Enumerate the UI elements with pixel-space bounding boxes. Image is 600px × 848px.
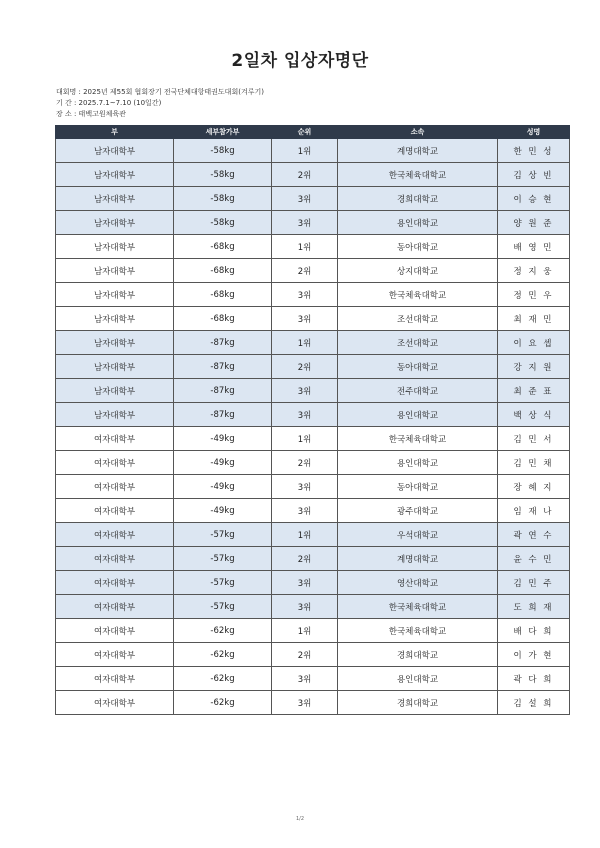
weight-class-cell: -58kg xyxy=(174,163,272,187)
event-info xyxy=(56,87,264,120)
weight-class-cell: -49kg xyxy=(174,499,272,523)
affiliation-cell: 전주대학교 xyxy=(338,379,498,403)
division-cell: 여자대학부 xyxy=(56,667,174,691)
affiliation-cell: 경희대학교 xyxy=(338,187,498,211)
table-row xyxy=(56,235,570,259)
weight-class-cell: -87kg xyxy=(174,355,272,379)
table-row xyxy=(56,691,570,715)
weight-class-cell: -57kg xyxy=(174,523,272,547)
affiliation-cell: 용인대학교 xyxy=(338,667,498,691)
division-cell: 남자대학부 xyxy=(56,187,174,211)
rank-cell: 2위 xyxy=(272,355,338,379)
athlete-name-cell: 양 원 준 xyxy=(498,211,570,235)
table-row xyxy=(56,595,570,619)
table-row xyxy=(56,475,570,499)
rank-cell: 3위 xyxy=(272,211,338,235)
athlete-name-cell: 한 민 성 xyxy=(498,139,570,163)
athlete-name-cell: 김 민 주 xyxy=(498,571,570,595)
weight-class-cell: -62kg xyxy=(174,619,272,643)
weight-class-cell: -62kg xyxy=(174,667,272,691)
table-row xyxy=(56,403,570,427)
rank-cell: 1위 xyxy=(272,331,338,355)
division-cell: 여자대학부 xyxy=(56,547,174,571)
division-cell: 여자대학부 xyxy=(56,619,174,643)
division-cell: 여자대학부 xyxy=(56,571,174,595)
athlete-name-cell: 김 상 빈 xyxy=(498,163,570,187)
division-cell: 남자대학부 xyxy=(56,283,174,307)
table-row xyxy=(56,643,570,667)
weight-class-cell: -58kg xyxy=(174,139,272,163)
athlete-name-cell: 이 요 셉 xyxy=(498,331,570,355)
division-cell: 남자대학부 xyxy=(56,163,174,187)
page-title: 2일차 입상자명단 xyxy=(231,51,369,71)
division-cell: 남자대학부 xyxy=(56,139,174,163)
affiliation-cell: 한국체육대학교 xyxy=(338,595,498,619)
rank-cell: 3위 xyxy=(272,307,338,331)
affiliation-cell: 동아대학교 xyxy=(338,355,498,379)
weight-class-cell: -68kg xyxy=(174,259,272,283)
affiliation-cell: 동아대학교 xyxy=(338,475,498,499)
division-cell: 여자대학부 xyxy=(56,499,174,523)
affiliation-cell: 용인대학교 xyxy=(338,211,498,235)
table-row xyxy=(56,259,570,283)
division-cell: 남자대학부 xyxy=(56,235,174,259)
affiliation-cell: 계명대학교 xyxy=(338,547,498,571)
weight-class-cell: -62kg xyxy=(174,643,272,667)
athlete-name-cell: 곽 다 희 xyxy=(498,667,570,691)
weight-class-cell: -49kg xyxy=(174,475,272,499)
table-row xyxy=(56,667,570,691)
header-affiliation: 소속 xyxy=(338,126,498,139)
weight-class-cell: -57kg xyxy=(174,571,272,595)
athlete-name-cell: 정 민 우 xyxy=(498,283,570,307)
athlete-name-cell: 배 다 희 xyxy=(498,619,570,643)
affiliation-cell: 우석대학교 xyxy=(338,523,498,547)
winners-table xyxy=(55,125,570,715)
weight-class-cell: -58kg xyxy=(174,211,272,235)
table-row xyxy=(56,187,570,211)
event-venue: 장 소 : 태백고원체육관 xyxy=(56,110,126,118)
athlete-name-cell: 정 지 웅 xyxy=(498,259,570,283)
division-cell: 남자대학부 xyxy=(56,403,174,427)
weight-class-cell: -87kg xyxy=(174,379,272,403)
rank-cell: 3위 xyxy=(272,691,338,715)
rank-cell: 2위 xyxy=(272,451,338,475)
weight-class-cell: -57kg xyxy=(174,547,272,571)
athlete-name-cell: 이 가 현 xyxy=(498,643,570,667)
athlete-name-cell: 김 민 채 xyxy=(498,451,570,475)
rank-cell: 3위 xyxy=(272,187,338,211)
affiliation-cell: 한국체육대학교 xyxy=(338,163,498,187)
affiliation-cell: 상지대학교 xyxy=(338,259,498,283)
athlete-name-cell: 김 설 희 xyxy=(498,691,570,715)
division-cell: 여자대학부 xyxy=(56,427,174,451)
division-cell: 남자대학부 xyxy=(56,331,174,355)
division-cell: 남자대학부 xyxy=(56,379,174,403)
header-rank: 순위 xyxy=(272,126,338,139)
header-name: 성명 xyxy=(498,126,570,139)
table-header-row xyxy=(56,126,570,139)
division-cell: 남자대학부 xyxy=(56,211,174,235)
rank-cell: 2위 xyxy=(272,643,338,667)
affiliation-cell: 용인대학교 xyxy=(338,451,498,475)
rank-cell: 1위 xyxy=(272,619,338,643)
affiliation-cell: 한국체육대학교 xyxy=(338,283,498,307)
athlete-name-cell: 최 재 민 xyxy=(498,307,570,331)
rank-cell: 1위 xyxy=(272,139,338,163)
rank-cell: 1위 xyxy=(272,523,338,547)
athlete-name-cell: 백 상 식 xyxy=(498,403,570,427)
weight-class-cell: -58kg xyxy=(174,187,272,211)
athlete-name-cell: 윤 수 민 xyxy=(498,547,570,571)
rank-cell: 1위 xyxy=(272,427,338,451)
division-cell: 남자대학부 xyxy=(56,355,174,379)
affiliation-cell: 영산대학교 xyxy=(338,571,498,595)
rank-cell: 3위 xyxy=(272,379,338,403)
rank-cell: 3위 xyxy=(272,595,338,619)
table-row xyxy=(56,211,570,235)
table-row xyxy=(56,139,570,163)
affiliation-cell: 동아대학교 xyxy=(338,235,498,259)
table-row xyxy=(56,619,570,643)
table-row xyxy=(56,307,570,331)
weight-class-cell: -68kg xyxy=(174,235,272,259)
weight-class-cell: -62kg xyxy=(174,691,272,715)
division-cell: 여자대학부 xyxy=(56,451,174,475)
division-cell: 여자대학부 xyxy=(56,475,174,499)
athlete-name-cell: 김 민 서 xyxy=(498,427,570,451)
affiliation-cell: 계명대학교 xyxy=(338,139,498,163)
affiliation-cell: 용인대학교 xyxy=(338,403,498,427)
affiliation-cell: 조선대학교 xyxy=(338,307,498,331)
table-row xyxy=(56,547,570,571)
weight-class-cell: -57kg xyxy=(174,595,272,619)
table-row xyxy=(56,427,570,451)
athlete-name-cell: 임 재 나 xyxy=(498,499,570,523)
athlete-name-cell: 배 영 민 xyxy=(498,235,570,259)
table-row xyxy=(56,355,570,379)
weight-class-cell: -68kg xyxy=(174,307,272,331)
rank-cell: 1위 xyxy=(272,235,338,259)
page-number: 1/2 xyxy=(295,816,305,822)
weight-class-cell: -68kg xyxy=(174,283,272,307)
division-cell: 여자대학부 xyxy=(56,643,174,667)
table-row xyxy=(56,283,570,307)
weight-class-cell: -49kg xyxy=(174,427,272,451)
rank-cell: 3위 xyxy=(272,283,338,307)
event-period: 기 간 : 2025.7.1~7.10 (10일간) xyxy=(56,99,162,107)
division-cell: 남자대학부 xyxy=(56,307,174,331)
event-name: 대회명 : 2025년 제55회 협회장기 전국단체대항태권도대회(겨루기) xyxy=(56,88,264,96)
weight-class-cell: -87kg xyxy=(174,331,272,355)
athlete-name-cell: 곽 연 수 xyxy=(498,523,570,547)
division-cell: 여자대학부 xyxy=(56,691,174,715)
affiliation-cell: 경희대학교 xyxy=(338,643,498,667)
table-row xyxy=(56,451,570,475)
rank-cell: 3위 xyxy=(272,667,338,691)
table-row xyxy=(56,499,570,523)
rank-cell: 3위 xyxy=(272,475,338,499)
header-weight-class: 세부참가부 xyxy=(174,126,272,139)
affiliation-cell: 한국체육대학교 xyxy=(338,619,498,643)
header-division: 부 xyxy=(56,126,174,139)
rank-cell: 2위 xyxy=(272,163,338,187)
table-row xyxy=(56,379,570,403)
athlete-name-cell: 장 혜 지 xyxy=(498,475,570,499)
rank-cell: 3위 xyxy=(272,571,338,595)
rank-cell: 2위 xyxy=(272,259,338,283)
division-cell: 여자대학부 xyxy=(56,523,174,547)
affiliation-cell: 경희대학교 xyxy=(338,691,498,715)
division-cell: 여자대학부 xyxy=(56,595,174,619)
rank-cell: 3위 xyxy=(272,403,338,427)
table-row xyxy=(56,331,570,355)
athlete-name-cell: 최 준 표 xyxy=(498,379,570,403)
weight-class-cell: -49kg xyxy=(174,451,272,475)
athlete-name-cell: 이 승 현 xyxy=(498,187,570,211)
affiliation-cell: 조선대학교 xyxy=(338,331,498,355)
affiliation-cell: 한국체육대학교 xyxy=(338,427,498,451)
table-row xyxy=(56,523,570,547)
division-cell: 남자대학부 xyxy=(56,259,174,283)
athlete-name-cell: 도 희 재 xyxy=(498,595,570,619)
weight-class-cell: -87kg xyxy=(174,403,272,427)
table-row xyxy=(56,163,570,187)
rank-cell: 3위 xyxy=(272,499,338,523)
rank-cell: 2위 xyxy=(272,547,338,571)
affiliation-cell: 광주대학교 xyxy=(338,499,498,523)
table-row xyxy=(56,571,570,595)
athlete-name-cell: 강 지 원 xyxy=(498,355,570,379)
